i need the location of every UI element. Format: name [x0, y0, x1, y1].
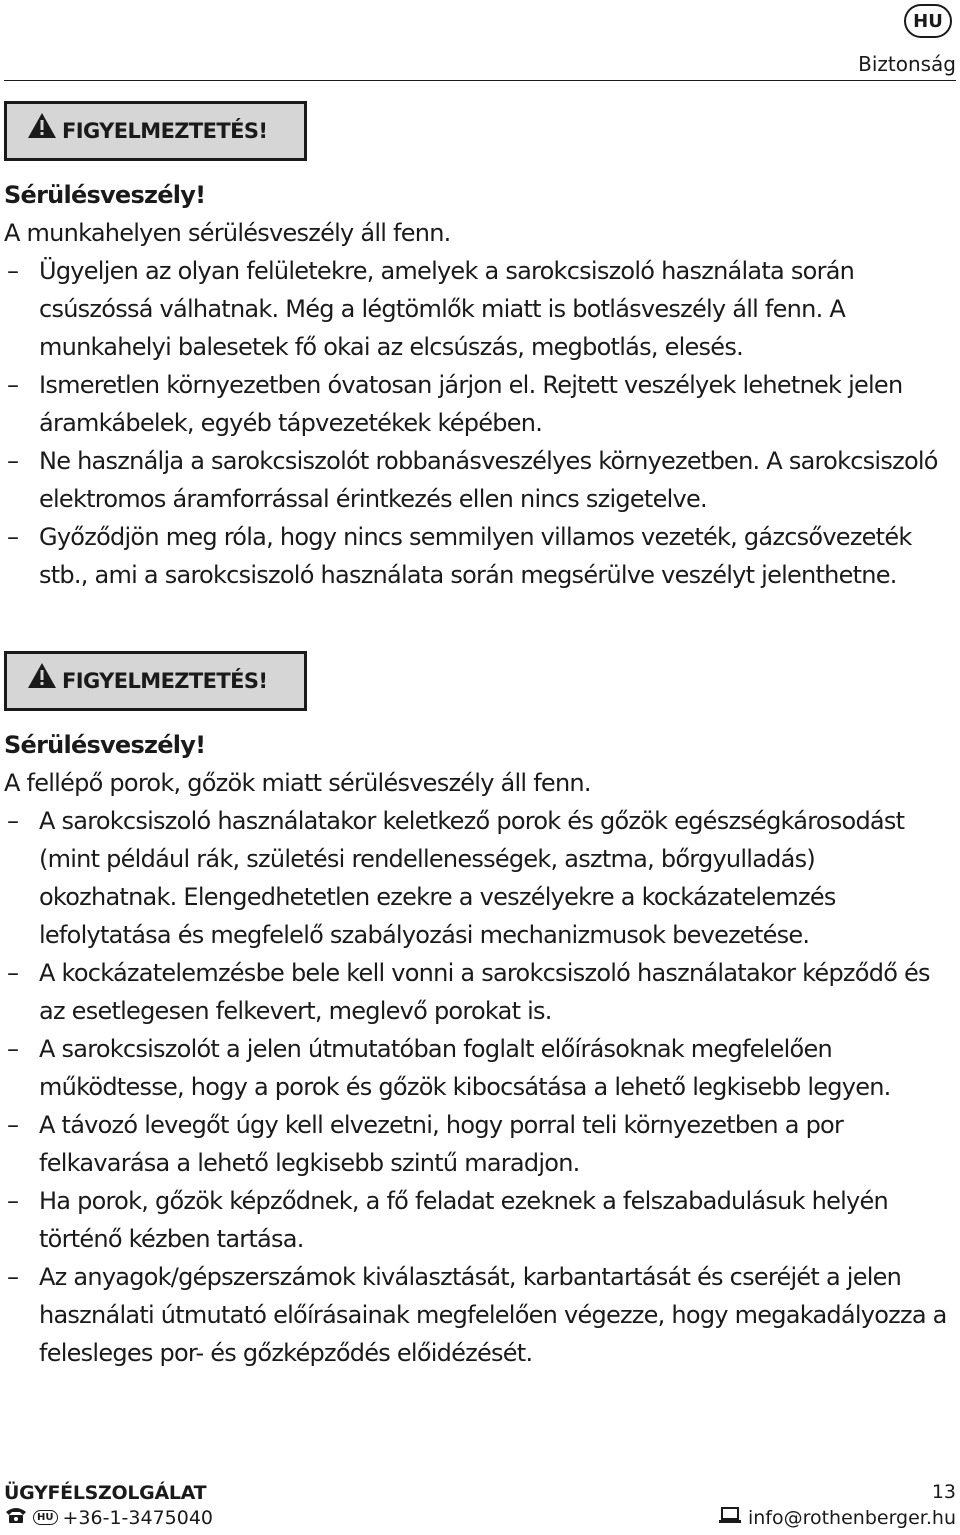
phone-number[interactable]: +36-1-3475040: [62, 1506, 214, 1529]
list-item: – Ügyeljen az olyan felületekre, amelyek a sarokcsiszoló használata során csúszóssá válhatnak. Még a légtömlők miatt is botlásveszély áll fenn. A munkahelyi balesetek fő okai az elcsúszás, megbotlás, elesés.: [4, 252, 959, 366]
list-item: – A sarokcsiszolót a jelen útmutatóban foglalt előírásoknak megfelelően működtesse, hogy a porok és gőzök kibocsátása a lehető legkisebb legyen.: [4, 1030, 959, 1106]
warning-triangle-icon: [27, 112, 57, 151]
warning-label: FIGYELMEZTETÉS!: [62, 669, 268, 693]
list-item: – A sarokcsiszoló használatakor keletkező porok és gőzök egészségkárosodást (mint például rák, születési rendellenességek, asztma, bőrgyulladás) okozhatnak. Elengedhetetlen ezekre a veszélyekre a kockázatelemzés lefolytatása és megfelelő szabályozási mechanizmusok bevezetése.: [4, 802, 959, 954]
warning-triangle-icon: [27, 662, 57, 701]
list-item: – Győződjön meg róla, hogy nincs semmilyen villamos vezeték, gázcsővezeték stb., ami a sarokcsiszoló használata során megsérülve veszélyt jelenthetne.: [4, 518, 959, 594]
warning-label: FIGYELMEZTETÉS!: [62, 119, 268, 143]
warning-intro: A fellépő porok, gőzök miatt sérülésveszély áll fenn.: [4, 769, 591, 797]
warning-list: [4, 802, 959, 1372]
warning-label-box: [4, 651, 307, 711]
list-item: – A távozó levegőt úgy kell elvezetni, hogy porral teli környezetben a por felkavarása a lehető legkisebb szintű maradjon.: [4, 1106, 959, 1182]
section-title: Biztonság: [858, 52, 956, 76]
header-divider: [4, 80, 956, 81]
page-number: 13: [931, 1481, 956, 1503]
warning-block-1: [4, 101, 959, 594]
warning-label-box: [4, 101, 307, 161]
footer-service-title: ÜGYFÉLSZOLGÁLAT: [4, 1482, 207, 1504]
language-badge: HU: [904, 4, 952, 38]
footer-phone: [4, 1506, 213, 1529]
list-item: – Ne használja a sarokcsiszolót robbanásveszélyes környezetben. A sarokcsiszoló elektromos áramforrással érintkezés ellen nincs szigetelve.: [4, 442, 959, 518]
list-item: – Az anyagok/gépszerszámok kiválasztását, karbantartását és cseréjét a jelen használati útmutató előírásainak megfelelően végezze, hogy megakadályozza a felesleges por- és gőzképződés előidézését.: [4, 1258, 959, 1372]
warning-heading: Sérülésveszély!: [4, 181, 206, 209]
list-item: – Ha porok, gőzök képződnek, a fő feladat ezeknek a felszabadulásuk helyén történő kézben tartása.: [4, 1182, 959, 1258]
list-item: – Ismeretlen környezetben óvatosan járjon el. Rejtett veszélyek lehetnek jelen áramkábelek, egyéb tápvezetékek képében.: [4, 366, 959, 442]
warning-heading: Sérülésveszély!: [4, 731, 206, 759]
warning-block-2: [4, 651, 959, 1372]
warning-list: [4, 252, 959, 594]
email-address[interactable]: info@rothenberger.hu: [747, 1506, 956, 1529]
footer-email: [718, 1506, 956, 1529]
list-item: – A kockázatelemzésbe bele kell vonni a sarokcsiszoló használatakor képződő és az esetlegesen felkevert, meglevő porokat is.: [4, 954, 959, 1030]
laptop-icon: [718, 1506, 742, 1529]
phone-icon: [4, 1506, 28, 1529]
warning-intro: A munkahelyen sérülésveszély áll fenn.: [4, 219, 451, 247]
phone-country-badge: HU: [33, 1510, 58, 1525]
